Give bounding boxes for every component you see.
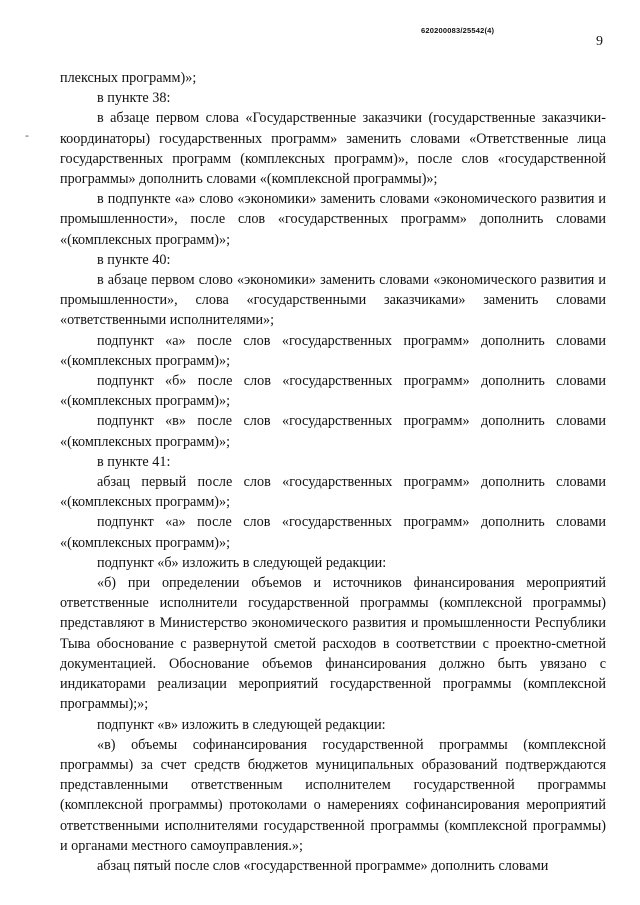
paragraph: подпункт «в» изложить в следующей редакции: [97, 716, 386, 733]
paragraph: в пункте 40: [97, 251, 171, 268]
paragraph: в абзаце первом слово «экономики» заменить словами «экономического развития и промышленности», слова «государственными заказчиками» заменить словами «ответственными исполнителями»; [60, 272, 606, 329]
paragraph: абзац первый после слов «государственных программ» дополнить словами «(комплексных программ)»; [60, 474, 606, 511]
paragraph: подпункт «а» после слов «государственных программ» дополнить словами «(комплексных программ)»; [60, 514, 606, 551]
document-body [60, 68, 606, 876]
page-number: 9 [596, 34, 603, 49]
paragraph: в пункте 38: [97, 90, 171, 107]
document-code: 620200083/25542(4) [421, 26, 495, 35]
paragraph: плексных программ)»; [60, 70, 197, 86]
paragraph: подпункт «в» после слов «государственных программ» дополнить словами «(комплексных программ)»; [60, 413, 606, 450]
paragraph: подпункт «б» изложить в следующей редакции: [97, 554, 387, 571]
paragraph: «в) объемы софинансирования государственной программы (комплексной программы) за счет средств бюджетов муниципальных образований подтверждаются представленными ответственным исполнителем государственной программы (комплексной программы) протоколами о намерениях софинансирования мероприятий ответственными исполнителями государственной программы (комплексной программы) и органами местного самоуправления.»; [60, 736, 606, 854]
paragraph: подпункт «а» после слов «государственных программ» дополнить словами «(комплексных программ)»; [60, 332, 606, 369]
paragraph: в абзаце первом слова «Государственные заказчики (государственные заказчики-координаторы) государственных программ» заменить словами «Ответственные лица государственных программ (комплексных программ)», после слов «государственной программы» дополнить словами «(комплексной программы)»; [60, 110, 606, 188]
paragraph: «б) при определении объемов и источников финансирования мероприятий ответственные исполнители государственной программы (комплексной программы) представляют в Министерство экономического развития и промышленности Республики Тыва обоснование с развернутой сметой расходов в соответствии с проектно-сметной документацией. Обоснование объемов финансирования должно быть увязано с индикаторами реализации мероприятий государственной программы (комплексной программы);»; [60, 575, 606, 713]
paragraph: в пункте 41: [97, 453, 171, 470]
paragraph: абзац пятый после слов «государственной программе» дополнить словами [97, 857, 549, 874]
margin-mark: - [25, 128, 29, 142]
paragraph: подпункт «б» после слов «государственных программ» дополнить словами «(комплексных программ)»; [60, 373, 606, 410]
paragraph: в подпункте «а» слово «экономики» заменить словами «экономического развития и промышленности», после слов «государственных программ» дополнить словами «(комплексных программ)»; [60, 191, 606, 248]
